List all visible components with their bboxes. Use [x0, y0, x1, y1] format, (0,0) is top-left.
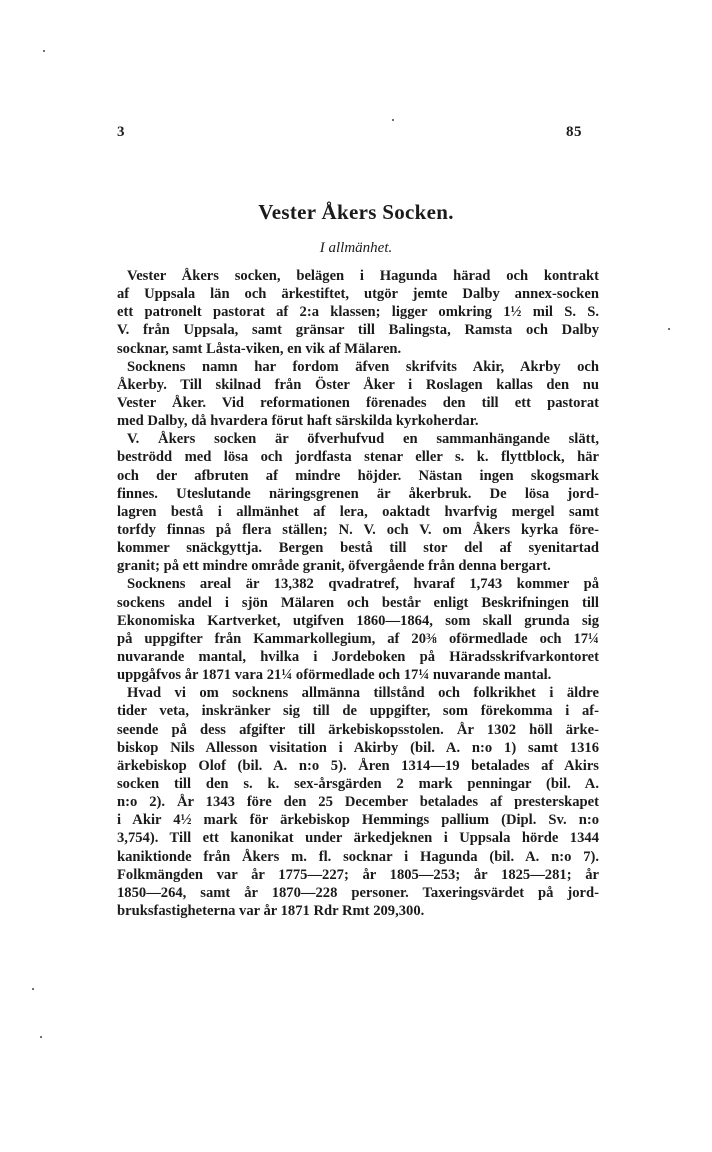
print-speck: [668, 328, 670, 330]
text-line: biskop Nils Allesson visitation i Akirby (bil. A. n:o 1) samt 1316: [117, 739, 599, 756]
text-line: finnes. Uteslutande näringsgrenen är åkerbruk. De lösa jord-: [117, 485, 599, 502]
text-line: med Dalby, då hvardera förut haft särskilda kyrkoherdar.: [117, 413, 479, 430]
text-line: beströdd med lösa och jordfasta stenar eller s. k. flyttblock, här: [117, 449, 599, 466]
text-line: nuvarande mantal, hvilka i Jordeboken på Häradsskrifvarkontoret: [117, 648, 599, 665]
text-line: Socknens areal är 13,382 qvadratref, hvaraf 1,743 kommer på: [127, 576, 599, 593]
page-number: 85: [566, 124, 582, 140]
text-line: Hvad vi om socknens allmänna tillstånd och folkrikhet i äldre: [127, 685, 599, 702]
print-speck: [43, 50, 45, 52]
text-line: 1850—264, samt år 1870—228 personer. Taxeringsvärdet på jord-: [117, 884, 599, 901]
print-speck: [32, 988, 34, 990]
print-speck: [392, 119, 394, 121]
section-subtitle: I allmänhet.: [319, 240, 393, 256]
text-line: af Uppsala län och ärkestiftet, utgör jemte Dalby annex-socken: [117, 286, 599, 303]
text-line: ärkebiskop Olof (bil. A. n:o 5). Åren 1314—19 betalades af Akirs: [117, 757, 599, 774]
text-line: uppgåfvos år 1871 vara 21¼ oförmedlade och 17¼ nuvarande mantal.: [117, 667, 552, 684]
text-line: granit; på ett mindre område granit, öfvergående från denna bergart.: [117, 558, 551, 575]
print-speck: [40, 1036, 42, 1038]
page-title: Vester Åkers Socken.: [258, 200, 454, 224]
text-line: Vester Åker. Vid reformationen förenades den till ett pastorat: [117, 394, 599, 411]
text-line: V. från Uppsala, samt gränsar till Balingsta, Ramsta och Dalby: [117, 322, 599, 339]
text-line: sockens andel i sjön Mälaren och består enligt Beskrifningen till: [117, 594, 599, 611]
text-line: kommer snäckgyttja. Bergen bestå till stor del af syenitartad: [117, 540, 599, 557]
text-line: lagren bestå i allmänhet af lera, oaktadt hvarfvig mergel samt: [117, 503, 599, 520]
text-line: på uppgifter från Kammarkollegium, af 20⅜ oförmedlade och 17¼: [117, 630, 599, 647]
text-line: Folkmängden var år 1775—227; år 1805—253; år 1825—281; år: [117, 866, 599, 883]
text-line: bruksfastigheterna var år 1871 Rdr Rmt 209,300.: [117, 902, 425, 919]
body-text: [117, 267, 599, 920]
text-line: V. Åkers socken är öfverhufvud en sammanhängande slätt,: [127, 431, 599, 448]
text-line: tider veta, inskränker sig till de uppgifter, som förekomma i af-: [117, 703, 599, 720]
text-line: 3,754). Till ett kanonikat under ärkedjeknen i Uppsala hörde 1344: [117, 830, 599, 847]
text-line: socknar, samt Låsta-viken, en vik af Mälaren.: [117, 340, 402, 357]
text-line: torfdy finnas på flera ställen; N. V. och V. om Åkers kyrka före-: [117, 521, 599, 538]
text-line: Ekonomiska Kartverket, utgifven 1860—1864, som skall grunda sig: [117, 612, 599, 629]
text-line: seende på dess afgifter till ärkebiskopsstolen. År 1302 höll ärke-: [117, 721, 599, 738]
text-line: i Akir 4½ mark för ärkebiskop Hemmings pallium (Dipl. Sv. n:o: [117, 812, 599, 829]
text-line: socken till den s. k. sex-årsgärden 2 mark penningar (bil. A.: [117, 775, 599, 792]
text-line: kaniktionde från Åkers m. fl. socknar i Hagunda (bil. A. n:o 7).: [117, 848, 599, 865]
text-line: Socknens namn har fordom äfven skrifvits Akir, Akrby och: [127, 358, 599, 375]
text-line: Åkerby. Till skilnad från Öster Åker i Roslagen kallas den nu: [117, 376, 599, 393]
text-line: och der afbruten af mindre höjder. Nästan ingen skogsmark: [117, 467, 599, 484]
text-line: Vester Åkers socken, belägen i Hagunda härad och kontrakt: [127, 268, 599, 284]
text-line: ett patronelt pastorat af 2:a klassen; ligger omkring 1½ mil S. S.: [117, 304, 599, 321]
text-line: n:o 2). År 1343 före den 25 December betalades af presterskapet: [117, 794, 599, 811]
section-number: 3: [117, 124, 125, 140]
